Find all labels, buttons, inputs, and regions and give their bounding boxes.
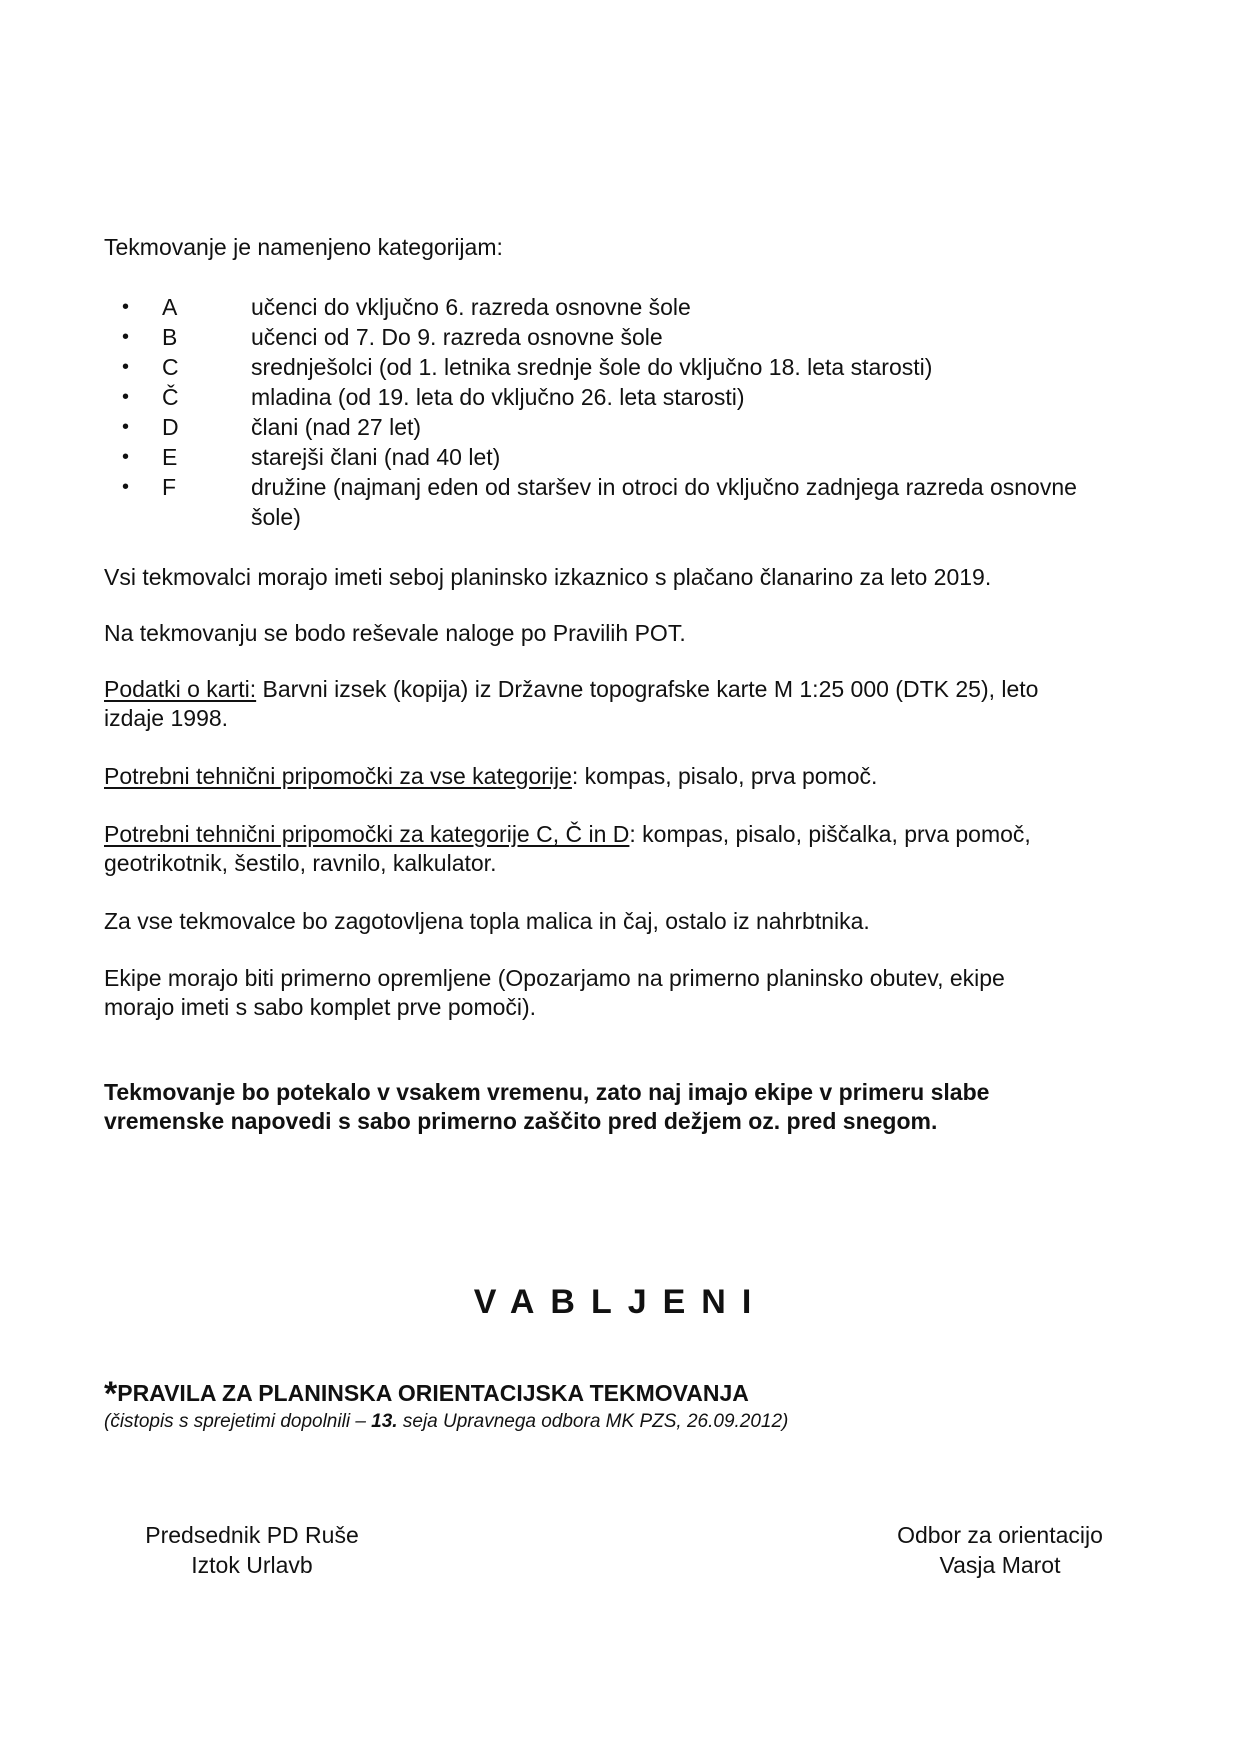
- category-code: E: [162, 444, 178, 470]
- category-desc: učenci od 7. Do 9. razreda osnovne šole: [251, 324, 663, 350]
- signature-name: Iztok Urlavb: [191, 1552, 313, 1578]
- category-code: C: [162, 354, 179, 380]
- equipment-all-text: : kompas, pisalo, prva pomoč.: [571, 763, 878, 789]
- category-desc: učenci do vključno 6. razreda osnovne šole: [251, 294, 691, 320]
- weather-warning-1: Tekmovanje bo potekalo v vsakem vremenu, zato naj imajo ekipe v primeru slabe: [104, 1079, 990, 1105]
- food-text: Za vse tekmovalce bo zagotovljena topla malica in čaj, ostalo iz nahrbtnika.: [104, 908, 870, 934]
- category-desc: mladina (od 19. leta do vključno 26. leta starosti): [251, 384, 745, 410]
- equipment-cd: [104, 820, 1031, 849]
- bullet-icon: •: [122, 416, 130, 438]
- bullet-icon: •: [122, 356, 130, 378]
- category-code: Č: [162, 384, 179, 410]
- rules-note: [104, 1411, 788, 1433]
- signature-name: Vasja Marot: [939, 1552, 1061, 1578]
- bullet-icon: •: [122, 446, 130, 468]
- signature-role: Odbor za orientacijo: [897, 1522, 1103, 1548]
- signature-right: [800, 1520, 1200, 1580]
- rules-note-text: Na tekmovanju se bodo reševale naloge po Pravilih POT.: [104, 620, 686, 646]
- bullet-icon: •: [122, 296, 130, 318]
- rules-note-post: seja Upravnega odbora MK PZS, 26.09.2012): [397, 1411, 789, 1432]
- equipment-all: [104, 762, 877, 791]
- category-code: B: [162, 324, 178, 350]
- rules-title: [104, 1375, 749, 1414]
- signature-left: [52, 1520, 452, 1580]
- category-desc: srednješolci (od 1. letnika srednje šole do vključno 18. leta starosti): [251, 354, 933, 380]
- equipment-cd-label: Potrebni tehnični pripomočki za kategorije C, Č in D: [104, 821, 630, 847]
- map-label: Podatki o karti:: [104, 676, 257, 702]
- gear-text-2: morajo imeti s sabo komplet prve pomoči).: [104, 994, 537, 1020]
- weather-warning-2: vremenske napovedi s sabo primerno zaščito pred dežjem oz. pred snegom.: [104, 1108, 938, 1134]
- invite-heading: VABLJENI: [473, 1283, 768, 1321]
- rules-title-text: PRAVILA ZA PLANINSKA ORIENTACIJSKA TEKMOVANJA: [117, 1380, 749, 1406]
- bullet-icon: •: [122, 326, 130, 348]
- rules-note-pre: (čistopis s sprejetimi dopolnili –: [104, 1411, 372, 1432]
- category-code: D: [162, 414, 179, 440]
- gear-text-1: Ekipe morajo biti primerno opremljene (Opozarjamo na primerno planinsko obutev, ekipe: [104, 965, 1005, 991]
- signature-role: Predsednik PD Ruše: [145, 1522, 359, 1548]
- category-desc-cont: šole): [251, 504, 301, 530]
- map-info: [104, 675, 1038, 704]
- intro-text: Tekmovanje je namenjeno kategorijam:: [104, 234, 503, 260]
- category-code: A: [162, 294, 178, 320]
- asterisk: *: [104, 1375, 118, 1413]
- category-desc: družine (najmanj eden od staršev in otroci do vključno zadnjega razreda osnovne: [251, 474, 1077, 500]
- category-desc: starejši člani (nad 40 let): [251, 444, 501, 470]
- map-text: Barvni izsek (kopija) iz Državne topografske karte M 1:25 000 (DTK 25), leto: [256, 676, 1039, 702]
- bullet-icon: •: [122, 386, 130, 408]
- equipment-cd-text: : kompas, pisalo, piščalka, prva pomoč,: [629, 821, 1031, 847]
- rules-note-bold: 13.: [371, 1411, 398, 1432]
- equipment-cd-cont: geotrikotnik, šestilo, ravnilo, kalkulator.: [104, 850, 497, 876]
- membership-text: Vsi tekmovalci morajo imeti seboj planinsko izkaznico s plačano članarino za leto 2019.: [104, 564, 992, 590]
- map-text-cont: izdaje 1998.: [104, 705, 229, 731]
- category-desc: člani (nad 27 let): [251, 414, 422, 440]
- category-code: F: [162, 474, 177, 500]
- bullet-icon: •: [122, 476, 130, 498]
- equipment-all-label: Potrebni tehnični pripomočki za vse kategorije: [104, 763, 572, 789]
